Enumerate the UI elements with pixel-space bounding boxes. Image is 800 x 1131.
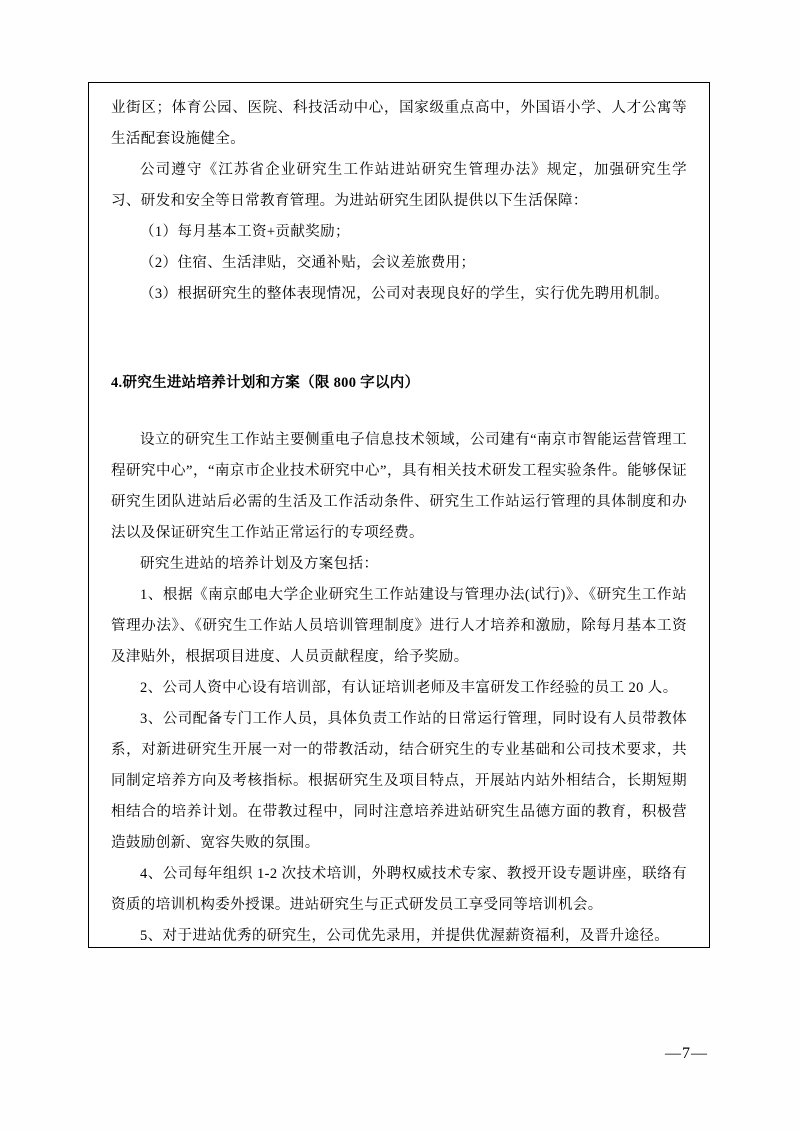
section-heading-4: 4.研究生进站培养计划和方案（限 800 字以内） bbox=[111, 375, 420, 391]
list-item-benefit-1: （1）每月基本工资+贡献奖励； bbox=[140, 224, 350, 240]
page-number: —7— bbox=[665, 1045, 708, 1062]
heading-spacer bbox=[111, 399, 687, 425]
list-item-benefit-3: （3）根据研究生的整体表现情况，公司对表现良好的学生，实行优先聘用机制。 bbox=[140, 286, 670, 302]
list-item-plan-3: 3、公司配备专门工作人员，具体负责工作站的日常运行管理，同时设有人员带教体系，对新进研究生开展一对一的带教活动，结合研究生的专业基础和公司技术要求，共同制定培养方向及考核指标。根据研究生及项目特点，开展站内站外相结合，长期短期相结合的培养计划。在带教过程中，同时注意培养进站研究生品德方面的教育，积极营造鼓励创新、宽容失败的氛围。 bbox=[111, 711, 687, 851]
list-item-plan-2: 2、公司人资中心设有培训部，有认证培训老师及丰富研发工作经验的员工 20 人。 bbox=[140, 680, 678, 696]
list-item-plan-5: 5、对于进站优秀的研究生，公司优先录用，并提供优渥薪资福利，及晋升途径。 bbox=[140, 928, 670, 944]
paragraph-compliance: 公司遵守《江苏省企业研究生工作站进站研究生管理办法》规定，加强研究生学习、研发和安全等日常教育管理。为进站研究生团队提供以下生活保障： bbox=[111, 162, 687, 209]
section-spacer bbox=[111, 310, 687, 368]
list-item-plan-4: 4、公司每年组织 1-2 次技术培训，外聘权威技术专家、教授开设专题讲座，联络有资质的培训机构委外授课。进站研究生与正式研发员工享受同等培训机会。 bbox=[111, 866, 687, 913]
document-body bbox=[89, 83, 709, 947]
list-item-benefit-2: （2）住宿、生活津贴，交通补贴，会议差旅费用； bbox=[140, 255, 476, 271]
list-item-plan-1: 1、根据《南京邮电大学企业研究生工作站建设与管理办法(试行)》、《研究生工作站管理办法》、《研究生工作站人员培训管理制度》进行人才培养和激励，除每月基本工资及津贴外，根据项目进度、人员贡献程度，给予奖励。 bbox=[111, 587, 687, 665]
form-table-frame bbox=[88, 82, 710, 948]
paragraph-plan-intro: 研究生进站的培养计划及方案包括： bbox=[140, 556, 379, 572]
paragraph-continuation: 业街区；体育公园、医院、科技活动中心，国家级重点高中，外国语小学、人才公寓等生活配套设施健全。 bbox=[111, 100, 687, 147]
paragraph-overview: 设立的研究生工作站主要侧重电子信息技术领域，公司建有“南京市智能运营管理工程研究中心”，“南京市企业技术研究中心”，具有相关技术研发工程实验条件。能够保证研究生团队进站后必需的生活及工作活动条件、研究生工作站运行管理的具体制度和办法以及保证研究生工作站正常运行的专项经费。 bbox=[111, 432, 687, 541]
